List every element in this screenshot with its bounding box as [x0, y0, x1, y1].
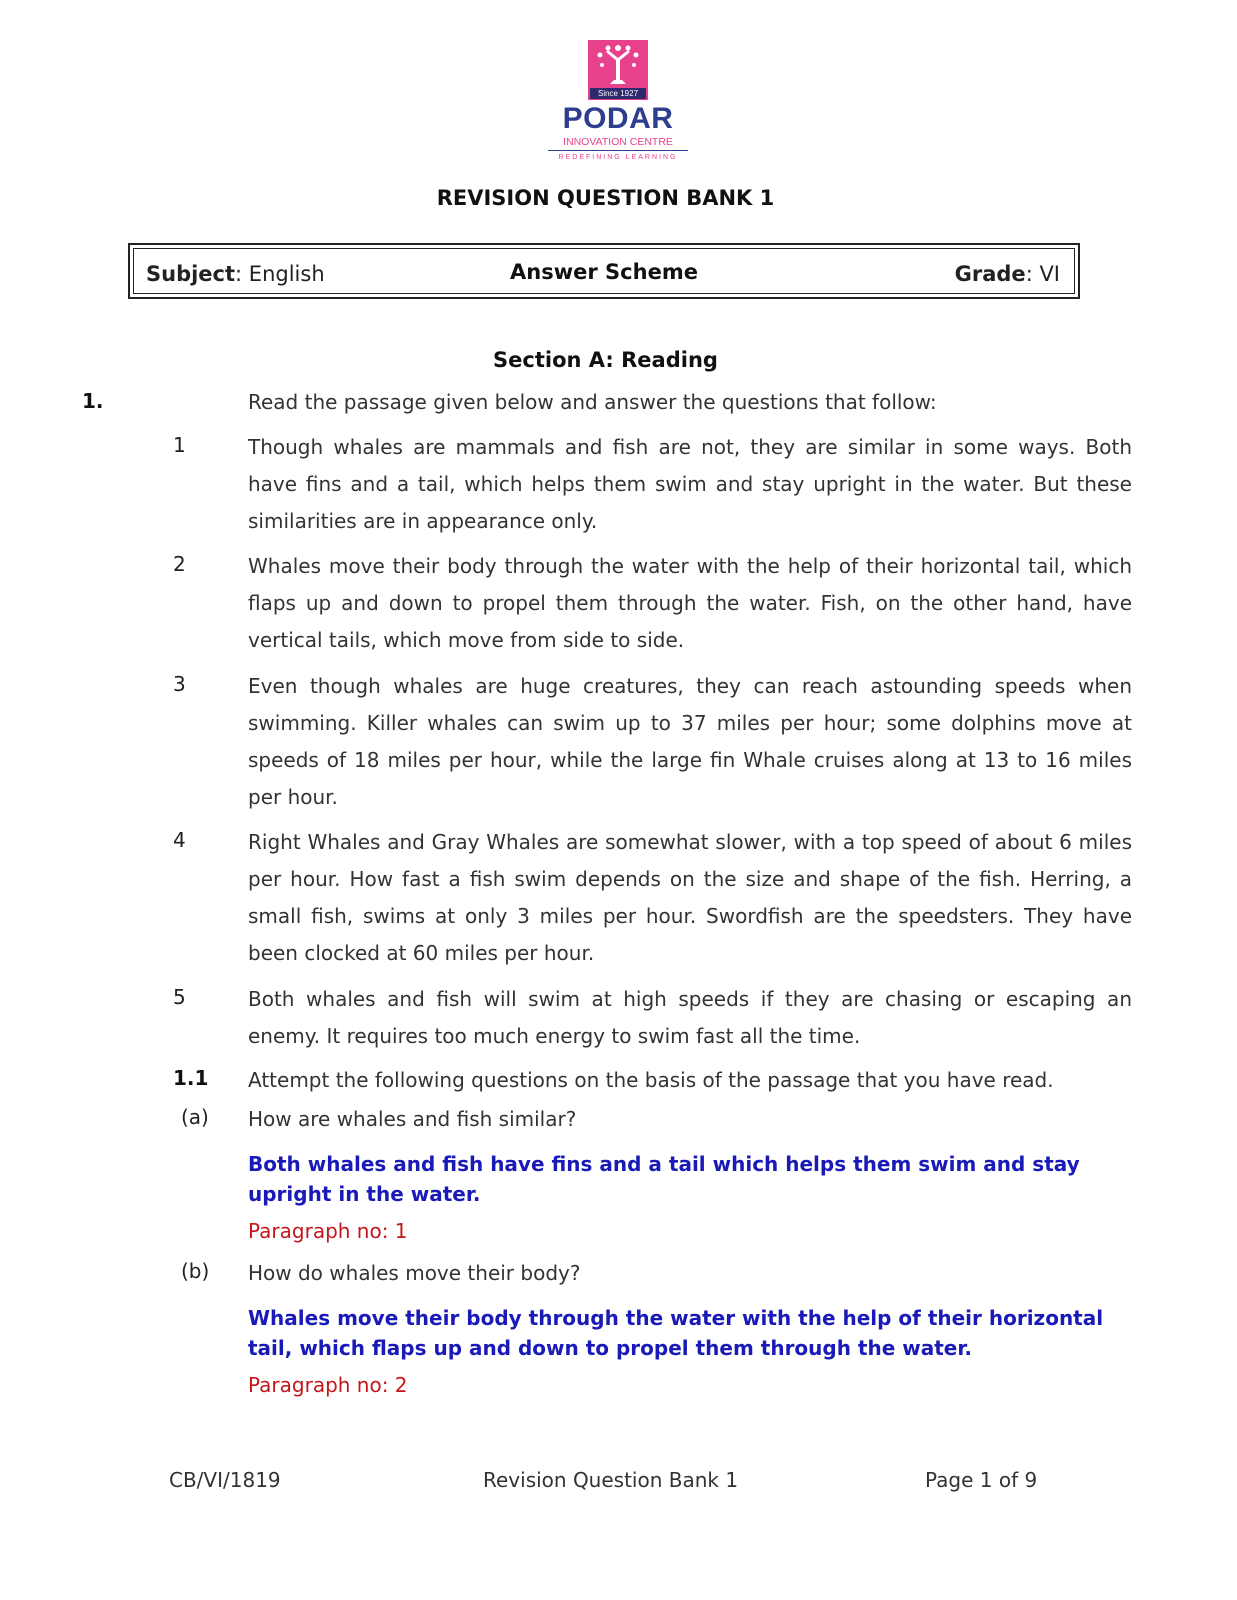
header-inner-border [133, 248, 1075, 294]
section-title: Section A: Reading [493, 348, 718, 372]
passage-paragraph: Both whales and fish will swim at high speeds if they are chasing or escaping an enemy. It requires too much energy to swim fast all the time. [248, 987, 1132, 1048]
logo-tagline: REDEFINING LEARNING [558, 154, 678, 161]
paragraph-number: 1 [173, 433, 186, 457]
item-label: (b) [181, 1259, 210, 1283]
footer-title: Revision Question Bank 1 [483, 1468, 739, 1492]
subquestion-number: 1.1 [173, 1066, 209, 1090]
grade-label: Grade [954, 262, 1026, 286]
paragraph-number: 5 [173, 985, 186, 1009]
subject-label: Subject [146, 262, 236, 286]
school-logo [544, 40, 692, 165]
paragraph-reference: Paragraph no: 2 [248, 1373, 408, 1397]
paragraph-number: 3 [173, 672, 186, 696]
logo-subtitle: INNOVATION CENTRE [563, 136, 673, 148]
item-question: How are whales and fish similar? [248, 1107, 577, 1131]
item-label: (a) [181, 1105, 209, 1129]
logo-name: PODAR [562, 102, 674, 135]
subject-value: : English [235, 262, 325, 286]
subquestion-instruction: Attempt the following questions on the basis of the passage that you have read. [248, 1068, 1054, 1092]
paragraph-reference: Paragraph no: 1 [248, 1219, 408, 1243]
answer-text: Both whales and fish have fins and a tail which helps them swim and stay upright in the water. [248, 1152, 1080, 1206]
answer-scheme-label: Answer Scheme [510, 260, 698, 284]
passage-paragraph: Though whales are mammals and fish are not, they are similar in some ways. Both have fins and a tail, which helps them swim and stay upright in the water. But these similarities are in appearance only. [248, 435, 1132, 533]
question-number: 1. [82, 389, 104, 413]
document-title: REVISION QUESTION BANK 1 [436, 186, 775, 210]
answer-text: Whales move their body through the water with the help of their horizontal tail, which flaps up and down to propel them through the water. [248, 1306, 1104, 1360]
grade-value: : VI [1025, 262, 1060, 286]
footer-code: CB/VI/1819 [169, 1468, 281, 1492]
question-instruction: Read the passage given below and answer the questions that follow: [248, 390, 937, 414]
footer-page-number: Page 1 of 9 [925, 1468, 1038, 1492]
logo-since: Since 1927 [590, 88, 646, 99]
passage-paragraph: Even though whales are huge creatures, they can reach astounding speeds when swimming. Killer whales can swim up to 37 miles per hour; some dolphins move at speeds of 18 miles per hour, while the large fin Whale cruises along at 13 to 16 miles per hour. [248, 674, 1132, 809]
header-box [128, 243, 1080, 299]
grade-field [955, 262, 1060, 286]
logo-divider [548, 150, 688, 151]
paragraph-number: 4 [173, 828, 186, 852]
item-question: How do whales move their body? [248, 1261, 581, 1285]
paragraph-number: 2 [173, 552, 186, 576]
passage-paragraph: Right Whales and Gray Whales are somewhat slower, with a top speed of about 6 miles per hour. How fast a fish swim depends on the size and shape of the fish. Herring, a small fish, swims at only 3 miles per hour. Swordfish are the speedsters. They have been clocked at 60 miles per hour. [248, 830, 1132, 965]
passage-paragraph: Whales move their body through the water with the help of their horizontal tail, which flaps up and down to propel them through the water. Fish, on the other hand, have vertical tails, which move from side to side. [248, 554, 1132, 652]
